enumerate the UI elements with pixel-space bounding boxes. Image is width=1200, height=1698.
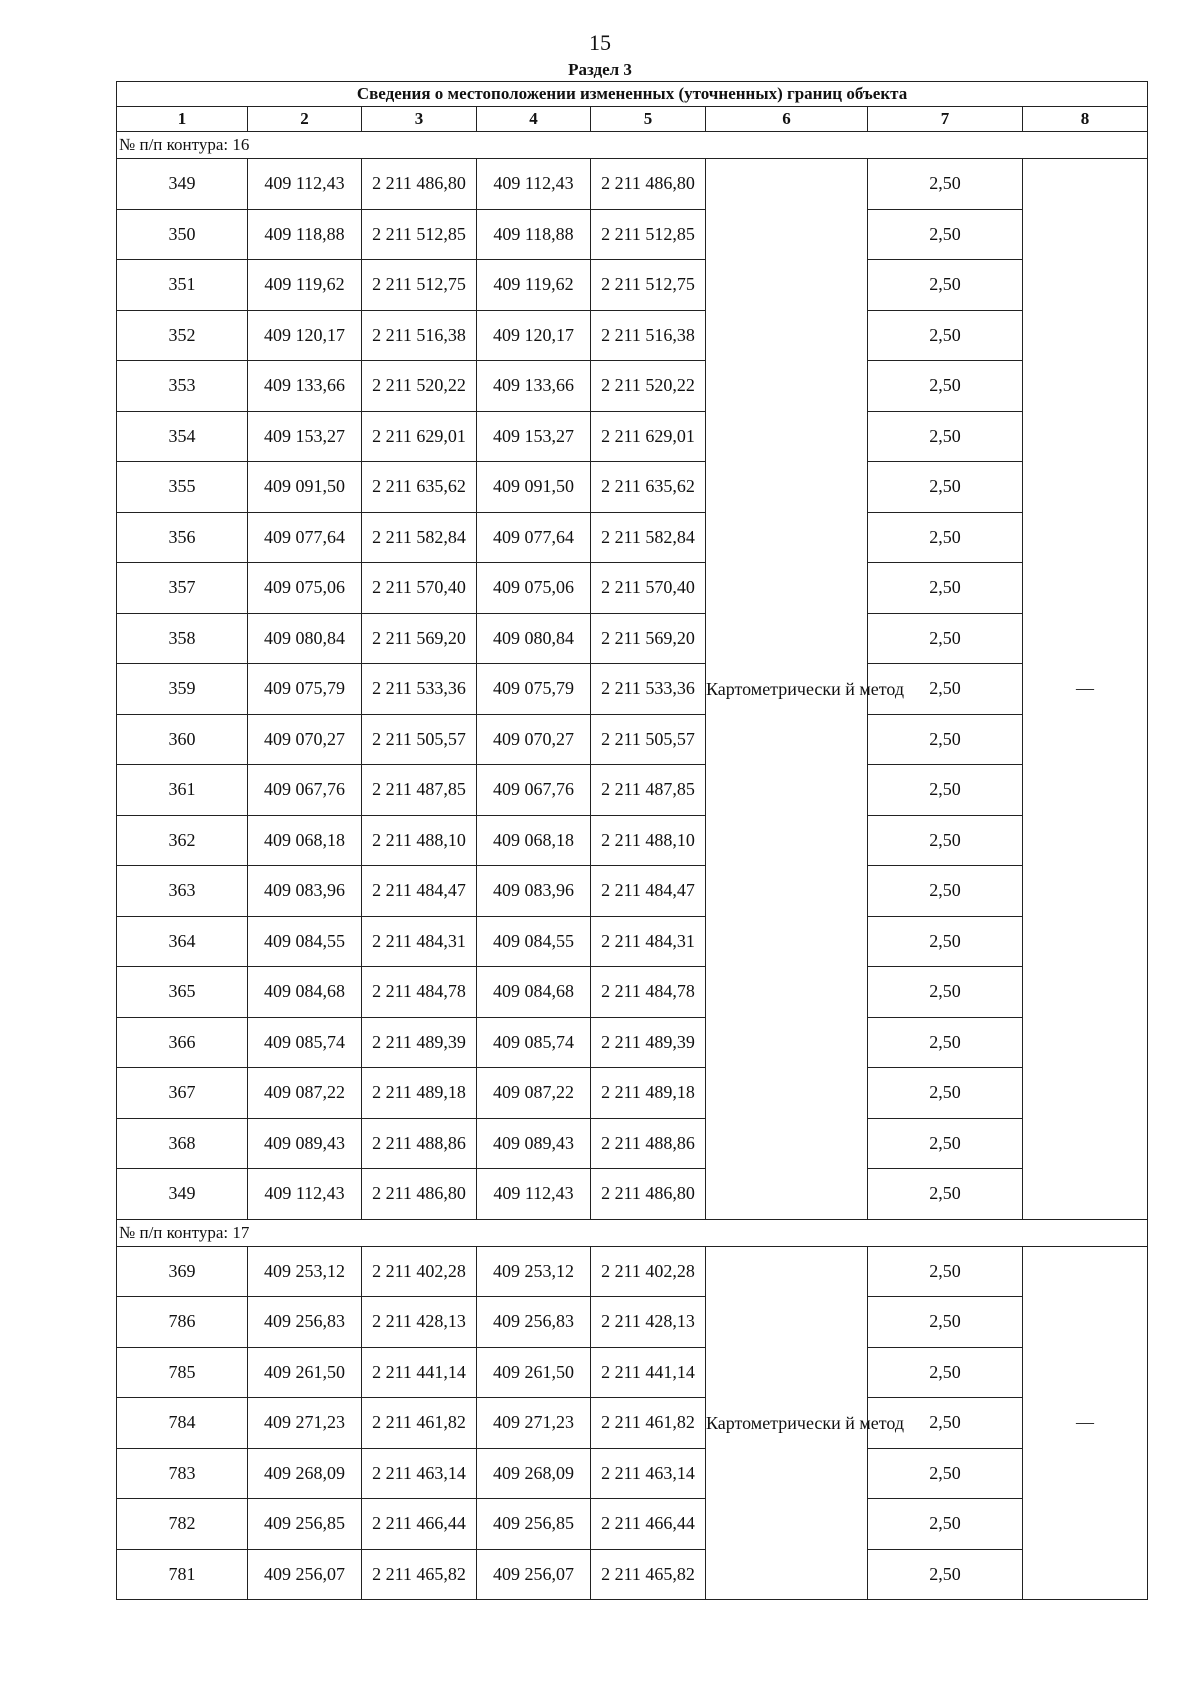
point-number: 355 bbox=[117, 462, 248, 513]
accuracy-value: 2,50 bbox=[868, 1246, 1023, 1297]
accuracy-value: 2,50 bbox=[868, 1398, 1023, 1449]
table-caption: Сведения о местоположении измененных (уточненных) границ объекта bbox=[117, 82, 1148, 107]
x-coordinate-new: 409 083,96 bbox=[477, 866, 591, 917]
y-coordinate-existing: 2 211 635,62 bbox=[362, 462, 477, 513]
y-coordinate-new: 2 211 635,62 bbox=[591, 462, 706, 513]
x-coordinate-new: 409 153,27 bbox=[477, 411, 591, 462]
table-row bbox=[117, 411, 1148, 462]
x-coordinate-existing: 409 120,17 bbox=[248, 310, 362, 361]
column-number: 8 bbox=[1023, 107, 1148, 132]
x-coordinate-new: 409 253,12 bbox=[477, 1246, 591, 1297]
x-coordinate-existing: 409 084,68 bbox=[248, 967, 362, 1018]
accuracy-value: 2,50 bbox=[868, 411, 1023, 462]
point-number: 363 bbox=[117, 866, 248, 917]
x-coordinate-new: 409 068,18 bbox=[477, 815, 591, 866]
point-number: 368 bbox=[117, 1118, 248, 1169]
x-coordinate-existing: 409 083,96 bbox=[248, 866, 362, 917]
x-coordinate-existing: 409 112,43 bbox=[248, 1169, 362, 1220]
column-8-dash: — bbox=[1023, 1246, 1148, 1600]
x-coordinate-existing: 409 089,43 bbox=[248, 1118, 362, 1169]
point-number: 357 bbox=[117, 563, 248, 614]
y-coordinate-existing: 2 211 463,14 bbox=[362, 1448, 477, 1499]
table-row bbox=[117, 815, 1148, 866]
point-number: 369 bbox=[117, 1246, 248, 1297]
x-coordinate-existing: 409 070,27 bbox=[248, 714, 362, 765]
y-coordinate-new: 2 211 486,80 bbox=[591, 159, 706, 210]
x-coordinate-existing: 409 153,27 bbox=[248, 411, 362, 462]
accuracy-value: 2,50 bbox=[868, 866, 1023, 917]
method-cell: Картометрически й метод bbox=[706, 1246, 868, 1600]
table-row bbox=[117, 260, 1148, 311]
y-coordinate-new: 2 211 533,36 bbox=[591, 664, 706, 715]
y-coordinate-new: 2 211 488,86 bbox=[591, 1118, 706, 1169]
y-coordinate-existing: 2 211 461,82 bbox=[362, 1398, 477, 1449]
x-coordinate-new: 409 084,55 bbox=[477, 916, 591, 967]
x-coordinate-existing: 409 087,22 bbox=[248, 1068, 362, 1119]
accuracy-value: 2,50 bbox=[868, 1347, 1023, 1398]
table-row bbox=[117, 765, 1148, 816]
accuracy-value: 2,50 bbox=[868, 1068, 1023, 1119]
x-coordinate-new: 409 085,74 bbox=[477, 1017, 591, 1068]
x-coordinate-new: 409 133,66 bbox=[477, 361, 591, 412]
x-coordinate-existing: 409 119,62 bbox=[248, 260, 362, 311]
point-number: 366 bbox=[117, 1017, 248, 1068]
section-title: Раздел 3 bbox=[568, 60, 632, 79]
point-number: 351 bbox=[117, 260, 248, 311]
point-number: 364 bbox=[117, 916, 248, 967]
accuracy-value: 2,50 bbox=[868, 613, 1023, 664]
x-coordinate-new: 409 268,09 bbox=[477, 1448, 591, 1499]
x-coordinate-new: 409 112,43 bbox=[477, 1169, 591, 1220]
y-coordinate-existing: 2 211 441,14 bbox=[362, 1347, 477, 1398]
accuracy-value: 2,50 bbox=[868, 1297, 1023, 1348]
method-cell: Картометрически й метод bbox=[706, 159, 868, 1220]
page-number: 15 bbox=[589, 30, 611, 55]
table-row bbox=[117, 916, 1148, 967]
y-coordinate-existing: 2 211 533,36 bbox=[362, 664, 477, 715]
point-number: 349 bbox=[117, 159, 248, 210]
y-coordinate-new: 2 211 629,01 bbox=[591, 411, 706, 462]
y-coordinate-existing: 2 211 484,78 bbox=[362, 967, 477, 1018]
point-number: 358 bbox=[117, 613, 248, 664]
accuracy-value: 2,50 bbox=[868, 1017, 1023, 1068]
table-row bbox=[117, 613, 1148, 664]
y-coordinate-new: 2 211 428,13 bbox=[591, 1297, 706, 1348]
table-row bbox=[117, 866, 1148, 917]
accuracy-value: 2,50 bbox=[868, 1448, 1023, 1499]
point-number: 356 bbox=[117, 512, 248, 563]
y-coordinate-existing: 2 211 466,44 bbox=[362, 1499, 477, 1550]
table-row bbox=[117, 512, 1148, 563]
x-coordinate-new: 409 120,17 bbox=[477, 310, 591, 361]
x-coordinate-new: 409 118,88 bbox=[477, 209, 591, 260]
y-coordinate-new: 2 211 441,14 bbox=[591, 1347, 706, 1398]
accuracy-value: 2,50 bbox=[868, 714, 1023, 765]
accuracy-value: 2,50 bbox=[868, 512, 1023, 563]
x-coordinate-new: 409 080,84 bbox=[477, 613, 591, 664]
point-number: 359 bbox=[117, 664, 248, 715]
y-coordinate-existing: 2 211 488,10 bbox=[362, 815, 477, 866]
accuracy-value: 2,50 bbox=[868, 209, 1023, 260]
y-coordinate-existing: 2 211 484,31 bbox=[362, 916, 477, 967]
point-number: 353 bbox=[117, 361, 248, 412]
accuracy-value: 2,50 bbox=[868, 1118, 1023, 1169]
x-coordinate-existing: 409 268,09 bbox=[248, 1448, 362, 1499]
contour-label: № п/п контура: 16 bbox=[117, 132, 1148, 159]
point-number: 783 bbox=[117, 1448, 248, 1499]
y-coordinate-existing: 2 211 569,20 bbox=[362, 613, 477, 664]
point-number: 367 bbox=[117, 1068, 248, 1119]
y-coordinate-new: 2 211 512,75 bbox=[591, 260, 706, 311]
x-coordinate-new: 409 091,50 bbox=[477, 462, 591, 513]
y-coordinate-new: 2 211 484,78 bbox=[591, 967, 706, 1018]
column-number: 2 bbox=[248, 107, 362, 132]
y-coordinate-existing: 2 211 486,80 bbox=[362, 1169, 477, 1220]
contour-header-row bbox=[117, 132, 1148, 159]
point-number: 781 bbox=[117, 1549, 248, 1600]
column-number: 5 bbox=[591, 107, 706, 132]
table-row bbox=[117, 1549, 1148, 1600]
x-coordinate-new: 409 256,07 bbox=[477, 1549, 591, 1600]
accuracy-value: 2,50 bbox=[868, 765, 1023, 816]
x-coordinate-new: 409 084,68 bbox=[477, 967, 591, 1018]
y-coordinate-new: 2 211 461,82 bbox=[591, 1398, 706, 1449]
y-coordinate-new: 2 211 489,39 bbox=[591, 1017, 706, 1068]
y-coordinate-new: 2 211 512,85 bbox=[591, 209, 706, 260]
x-coordinate-new: 409 075,79 bbox=[477, 664, 591, 715]
y-coordinate-new: 2 211 488,10 bbox=[591, 815, 706, 866]
point-number: 782 bbox=[117, 1499, 248, 1550]
table-row bbox=[117, 462, 1148, 513]
table-row bbox=[117, 209, 1148, 260]
y-coordinate-new: 2 211 402,28 bbox=[591, 1246, 706, 1297]
y-coordinate-existing: 2 211 582,84 bbox=[362, 512, 477, 563]
x-coordinate-new: 409 119,62 bbox=[477, 260, 591, 311]
table-row bbox=[117, 1499, 1148, 1550]
accuracy-value: 2,50 bbox=[868, 1549, 1023, 1600]
x-coordinate-existing: 409 075,79 bbox=[248, 664, 362, 715]
table-row bbox=[117, 310, 1148, 361]
y-coordinate-existing: 2 211 402,28 bbox=[362, 1246, 477, 1297]
x-coordinate-existing: 409 256,85 bbox=[248, 1499, 362, 1550]
accuracy-value: 2,50 bbox=[868, 462, 1023, 513]
x-coordinate-existing: 409 133,66 bbox=[248, 361, 362, 412]
x-coordinate-existing: 409 261,50 bbox=[248, 1347, 362, 1398]
column-number: 7 bbox=[868, 107, 1023, 132]
table-row bbox=[117, 1448, 1148, 1499]
y-coordinate-new: 2 211 516,38 bbox=[591, 310, 706, 361]
x-coordinate-new: 409 256,83 bbox=[477, 1297, 591, 1348]
column-number-row bbox=[117, 107, 1148, 132]
x-coordinate-existing: 409 068,18 bbox=[248, 815, 362, 866]
point-number: 786 bbox=[117, 1297, 248, 1348]
table-row bbox=[117, 1297, 1148, 1348]
point-number: 365 bbox=[117, 967, 248, 1018]
y-coordinate-existing: 2 211 505,57 bbox=[362, 714, 477, 765]
y-coordinate-new: 2 211 486,80 bbox=[591, 1169, 706, 1220]
y-coordinate-existing: 2 211 465,82 bbox=[362, 1549, 477, 1600]
y-coordinate-new: 2 211 466,44 bbox=[591, 1499, 706, 1550]
accuracy-value: 2,50 bbox=[868, 967, 1023, 1018]
x-coordinate-existing: 409 075,06 bbox=[248, 563, 362, 614]
y-coordinate-new: 2 211 489,18 bbox=[591, 1068, 706, 1119]
table-row bbox=[117, 1118, 1148, 1169]
x-coordinate-existing: 409 112,43 bbox=[248, 159, 362, 210]
table-row bbox=[117, 967, 1148, 1018]
table-row bbox=[117, 1169, 1148, 1220]
point-number: 361 bbox=[117, 765, 248, 816]
x-coordinate-existing: 409 256,83 bbox=[248, 1297, 362, 1348]
y-coordinate-new: 2 211 465,82 bbox=[591, 1549, 706, 1600]
x-coordinate-new: 409 087,22 bbox=[477, 1068, 591, 1119]
x-coordinate-new: 409 075,06 bbox=[477, 563, 591, 614]
x-coordinate-new: 409 067,76 bbox=[477, 765, 591, 816]
y-coordinate-new: 2 211 484,47 bbox=[591, 866, 706, 917]
x-coordinate-existing: 409 067,76 bbox=[248, 765, 362, 816]
accuracy-value: 2,50 bbox=[868, 159, 1023, 210]
accuracy-value: 2,50 bbox=[868, 815, 1023, 866]
point-number: 352 bbox=[117, 310, 248, 361]
point-number: 349 bbox=[117, 1169, 248, 1220]
table-row bbox=[117, 714, 1148, 765]
y-coordinate-existing: 2 211 570,40 bbox=[362, 563, 477, 614]
contour-header-row bbox=[117, 1219, 1148, 1246]
table-row bbox=[117, 159, 1148, 210]
accuracy-value: 2,50 bbox=[868, 664, 1023, 715]
y-coordinate-existing: 2 211 488,86 bbox=[362, 1118, 477, 1169]
x-coordinate-new: 409 089,43 bbox=[477, 1118, 591, 1169]
table-row bbox=[117, 1068, 1148, 1119]
y-coordinate-new: 2 211 505,57 bbox=[591, 714, 706, 765]
y-coordinate-existing: 2 211 428,13 bbox=[362, 1297, 477, 1348]
x-coordinate-new: 409 070,27 bbox=[477, 714, 591, 765]
y-coordinate-existing: 2 211 489,39 bbox=[362, 1017, 477, 1068]
accuracy-value: 2,50 bbox=[868, 563, 1023, 614]
table-row bbox=[117, 664, 1148, 715]
x-coordinate-new: 409 077,64 bbox=[477, 512, 591, 563]
table-row bbox=[117, 1398, 1148, 1449]
point-number: 784 bbox=[117, 1398, 248, 1449]
y-coordinate-existing: 2 211 512,75 bbox=[362, 260, 477, 311]
table-row bbox=[117, 1246, 1148, 1297]
accuracy-value: 2,50 bbox=[868, 1499, 1023, 1550]
x-coordinate-existing: 409 080,84 bbox=[248, 613, 362, 664]
x-coordinate-existing: 409 118,88 bbox=[248, 209, 362, 260]
y-coordinate-existing: 2 211 512,85 bbox=[362, 209, 477, 260]
column-number: 1 bbox=[117, 107, 248, 132]
y-coordinate-existing: 2 211 489,18 bbox=[362, 1068, 477, 1119]
point-number: 354 bbox=[117, 411, 248, 462]
column-number: 4 bbox=[477, 107, 591, 132]
accuracy-value: 2,50 bbox=[868, 916, 1023, 967]
point-number: 362 bbox=[117, 815, 248, 866]
y-coordinate-existing: 2 211 484,47 bbox=[362, 866, 477, 917]
x-coordinate-new: 409 261,50 bbox=[477, 1347, 591, 1398]
y-coordinate-existing: 2 211 486,80 bbox=[362, 159, 477, 210]
table-row bbox=[117, 361, 1148, 412]
y-coordinate-new: 2 211 520,22 bbox=[591, 361, 706, 412]
x-coordinate-existing: 409 271,23 bbox=[248, 1398, 362, 1449]
accuracy-value: 2,50 bbox=[868, 1169, 1023, 1220]
x-coordinate-existing: 409 077,64 bbox=[248, 512, 362, 563]
x-coordinate-existing: 409 084,55 bbox=[248, 916, 362, 967]
table-row bbox=[117, 1017, 1148, 1068]
point-number: 350 bbox=[117, 209, 248, 260]
x-coordinate-existing: 409 256,07 bbox=[248, 1549, 362, 1600]
point-number: 360 bbox=[117, 714, 248, 765]
y-coordinate-existing: 2 211 520,22 bbox=[362, 361, 477, 412]
x-coordinate-existing: 409 091,50 bbox=[248, 462, 362, 513]
x-coordinate-existing: 409 085,74 bbox=[248, 1017, 362, 1068]
table-row bbox=[117, 1347, 1148, 1398]
y-coordinate-new: 2 211 570,40 bbox=[591, 563, 706, 614]
coordinates-table bbox=[116, 81, 1148, 1600]
y-coordinate-new: 2 211 484,31 bbox=[591, 916, 706, 967]
column-number: 6 bbox=[706, 107, 868, 132]
point-number: 785 bbox=[117, 1347, 248, 1398]
y-coordinate-existing: 2 211 487,85 bbox=[362, 765, 477, 816]
y-coordinate-existing: 2 211 516,38 bbox=[362, 310, 477, 361]
accuracy-value: 2,50 bbox=[868, 310, 1023, 361]
accuracy-value: 2,50 bbox=[868, 260, 1023, 311]
contour-label: № п/п контура: 17 bbox=[117, 1219, 1148, 1246]
x-coordinate-new: 409 112,43 bbox=[477, 159, 591, 210]
table-body bbox=[117, 132, 1148, 1600]
column-number: 3 bbox=[362, 107, 477, 132]
column-8-dash: — bbox=[1023, 159, 1148, 1220]
x-coordinate-new: 409 256,85 bbox=[477, 1499, 591, 1550]
accuracy-value: 2,50 bbox=[868, 361, 1023, 412]
y-coordinate-new: 2 211 569,20 bbox=[591, 613, 706, 664]
y-coordinate-new: 2 211 487,85 bbox=[591, 765, 706, 816]
table-row bbox=[117, 563, 1148, 614]
y-coordinate-existing: 2 211 629,01 bbox=[362, 411, 477, 462]
x-coordinate-new: 409 271,23 bbox=[477, 1398, 591, 1449]
x-coordinate-existing: 409 253,12 bbox=[248, 1246, 362, 1297]
y-coordinate-new: 2 211 463,14 bbox=[591, 1448, 706, 1499]
y-coordinate-new: 2 211 582,84 bbox=[591, 512, 706, 563]
